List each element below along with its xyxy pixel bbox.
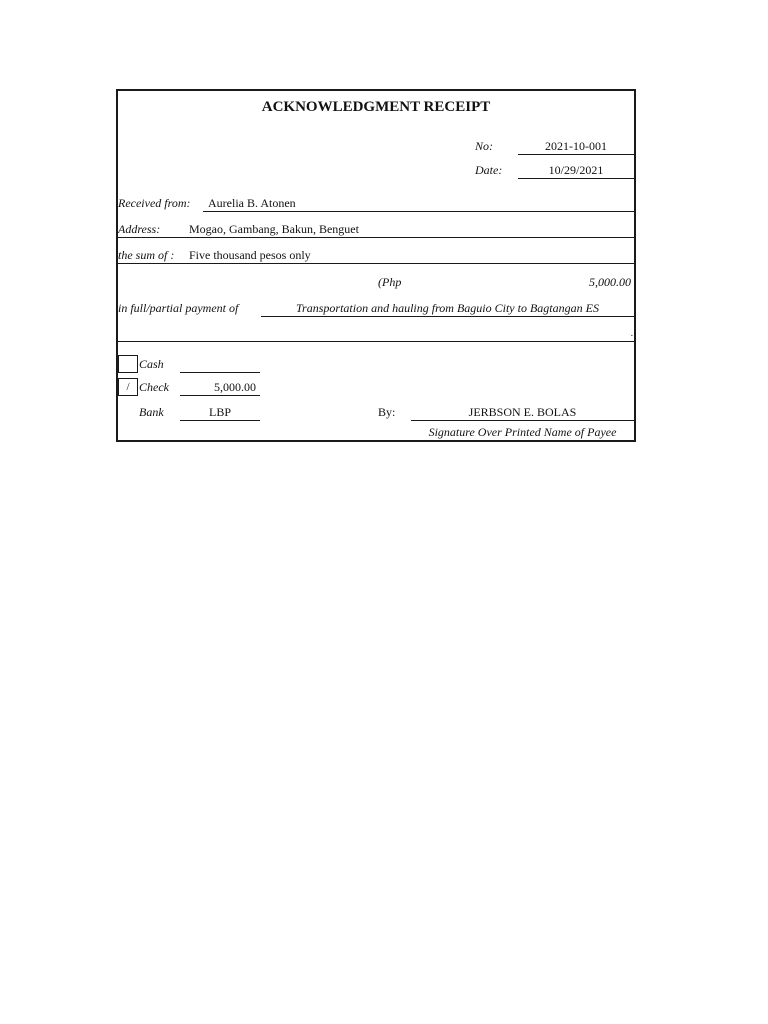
- check-amount-value: 5,000.00: [214, 380, 256, 394]
- check-checkbox[interactable]: /: [118, 378, 138, 396]
- check-amount-underline: [180, 395, 260, 396]
- address-label: Address:: [118, 222, 161, 236]
- cash-amount-underline: [180, 372, 260, 373]
- check-label: Check: [139, 380, 169, 394]
- payee-name: JERBSON E. BOLAS: [468, 405, 577, 419]
- sum-underline: [118, 263, 634, 264]
- receipt-number-underline: [518, 154, 634, 155]
- received-from-value: Aurelia B. Atonen: [208, 196, 296, 210]
- receipt-number-label: No:: [475, 139, 493, 153]
- section-divider-line: [118, 341, 634, 342]
- bank-value: LBP: [208, 405, 231, 419]
- payment-of-label: in full/partial payment of: [118, 301, 239, 315]
- address-value: Mogao, Gambang, Bakun, Benguet: [189, 222, 359, 236]
- by-label: By:: [378, 405, 396, 419]
- sum-value: Five thousand pesos only: [189, 248, 311, 262]
- signature-caption: Signature Over Printed Name of Payee: [428, 425, 617, 439]
- payment-of-value: Transportation and hauling from Baguio City to Bagtangan ES: [296, 301, 599, 315]
- bank-label: Bank: [139, 405, 164, 419]
- receipt-date-value: 10/29/2021: [548, 163, 604, 177]
- receipt-title: ACKNOWLEDGMENT RECEIPT: [261, 99, 491, 115]
- receipt-date-label: Date:: [475, 163, 503, 177]
- receipt-number-value: 2021-10-001: [545, 139, 607, 153]
- trailing-dot: .: [630, 328, 633, 338]
- address-underline: [118, 237, 634, 238]
- received-from-label: Received from:: [118, 196, 191, 210]
- receipt-date-underline: [518, 178, 634, 179]
- sum-label: the sum of :: [118, 248, 175, 262]
- php-amount-value: 5,000.00: [589, 275, 631, 289]
- php-label: (Php: [378, 275, 402, 289]
- bank-underline: [180, 420, 260, 421]
- payee-signature-line: [411, 420, 634, 421]
- cash-checkbox[interactable]: [118, 355, 138, 373]
- received-from-underline: [203, 211, 634, 212]
- cash-label: Cash: [139, 357, 164, 371]
- payment-of-underline: [261, 316, 634, 317]
- acknowledgment-receipt: [116, 89, 636, 442]
